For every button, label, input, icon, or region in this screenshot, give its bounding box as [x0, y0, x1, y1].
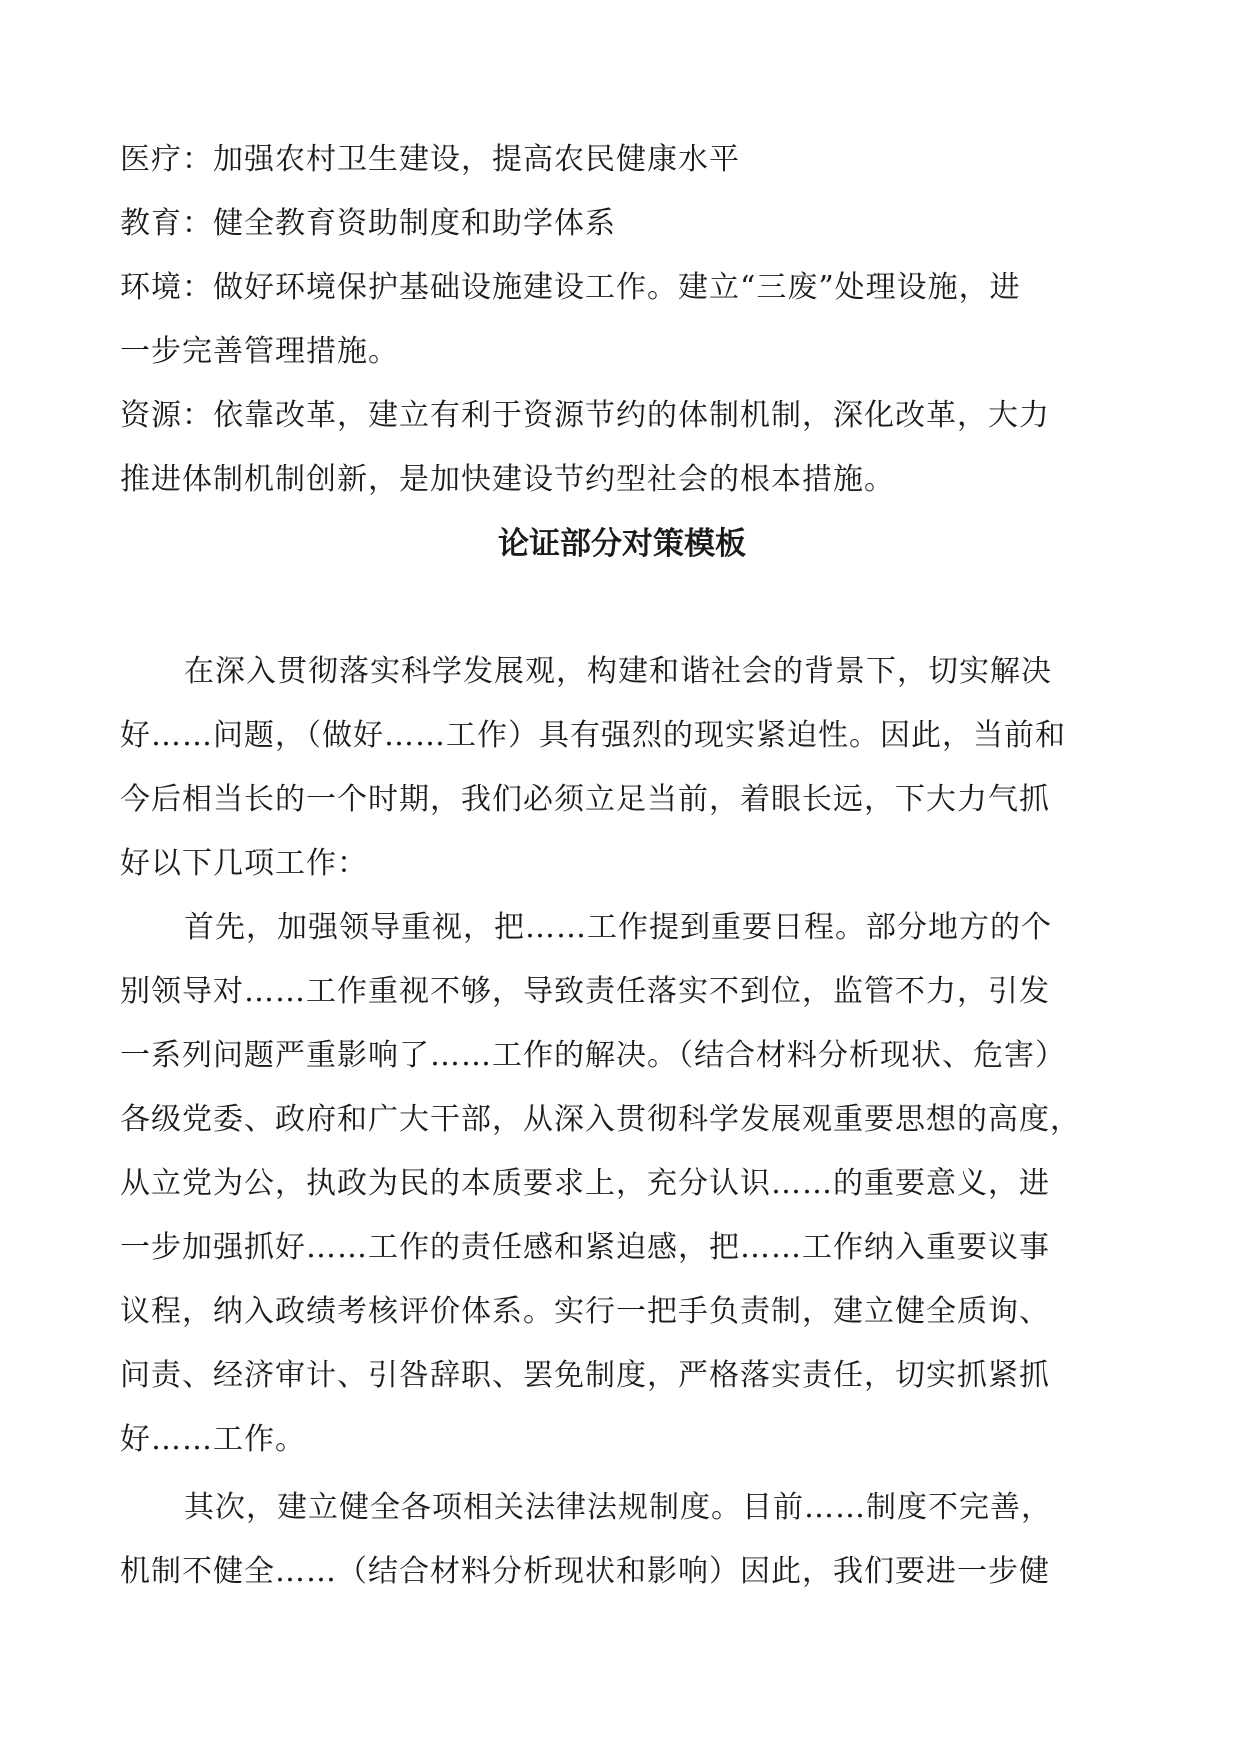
topic-line: 资源：依靠改革，建立有利于资源节约的体制机制，深化改革，大力 — [120, 398, 1050, 433]
paragraph-second-measure — [120, 1476, 1124, 1604]
paragraph-line: 议程，纳入政绩考核评价体系。实行一把手负责制，建立健全质询、 — [120, 1294, 1050, 1329]
paragraph-line: 好以下几项工作： — [120, 846, 368, 881]
topic-line: 环境：做好环境保护基础设施建设工作。建立“三废”处理设施，进 — [120, 270, 1021, 305]
topic-line: 推进体制机制创新，是加快建设节约型社会的根本措施。 — [120, 462, 895, 497]
paragraph-line: 各级党委、政府和广大干部，从深入贯彻科学发展观重要思想的高度， — [120, 1102, 1081, 1137]
paragraph-line: 机制不健全……（结合材料分析现状和影响）因此，我们要进一步健 — [120, 1554, 1050, 1589]
paragraph-line: 问责、经济审计、引咎辞职、罢免制度，严格落实责任，切实抓紧抓 — [120, 1358, 1050, 1393]
paragraph-intro — [120, 640, 1124, 896]
topic-item-medical — [120, 128, 1124, 192]
paragraph-line: 别领导对……工作重视不够，导致责任落实不到位，监管不力，引发 — [120, 974, 1050, 1009]
topic-item-education — [120, 192, 1124, 256]
paragraph-line: 好……问题，（做好……工作）具有强烈的现实紧迫性。因此，当前和 — [120, 718, 1066, 753]
topic-item-environment — [120, 256, 1124, 384]
paragraph-line: 今后相当长的一个时期，我们必须立足当前，着眼长远，下大力气抓 — [120, 782, 1050, 817]
paragraph-line: 其次，建立健全各项相关法律法规制度。目前……制度不完善， — [184, 1490, 1052, 1525]
paragraph-line: 好……工作。 — [120, 1422, 306, 1457]
section-heading: 论证部分对策模板 — [498, 526, 746, 562]
paragraph-line: 一系列问题严重影响了……工作的解决。（结合材料分析现状、危害） — [120, 1038, 1066, 1073]
paragraph-line: 在深入贯彻落实科学发展观，构建和谐社会的背景下，切实解决 — [184, 654, 1052, 689]
paragraph-line: 从立党为公，执政为民的本质要求上，充分认识……的重要意义，进 — [120, 1166, 1050, 1201]
topic-line: 医疗：加强农村卫生建设，提高农民健康水平 — [120, 142, 740, 177]
topic-item-resources — [120, 384, 1124, 512]
topic-line: 教育：健全教育资助制度和助学体系 — [120, 206, 616, 241]
paragraph-line: 首先，加强领导重视，把……工作提到重要日程。部分地方的个 — [184, 910, 1052, 945]
paragraph-first-measure — [120, 896, 1124, 1472]
topic-line: 一步完善管理措施。 — [120, 334, 399, 369]
paragraph-line: 一步加强抓好……工作的责任感和紧迫感，把……工作纳入重要议事 — [120, 1230, 1050, 1265]
document-content — [120, 128, 1124, 1604]
